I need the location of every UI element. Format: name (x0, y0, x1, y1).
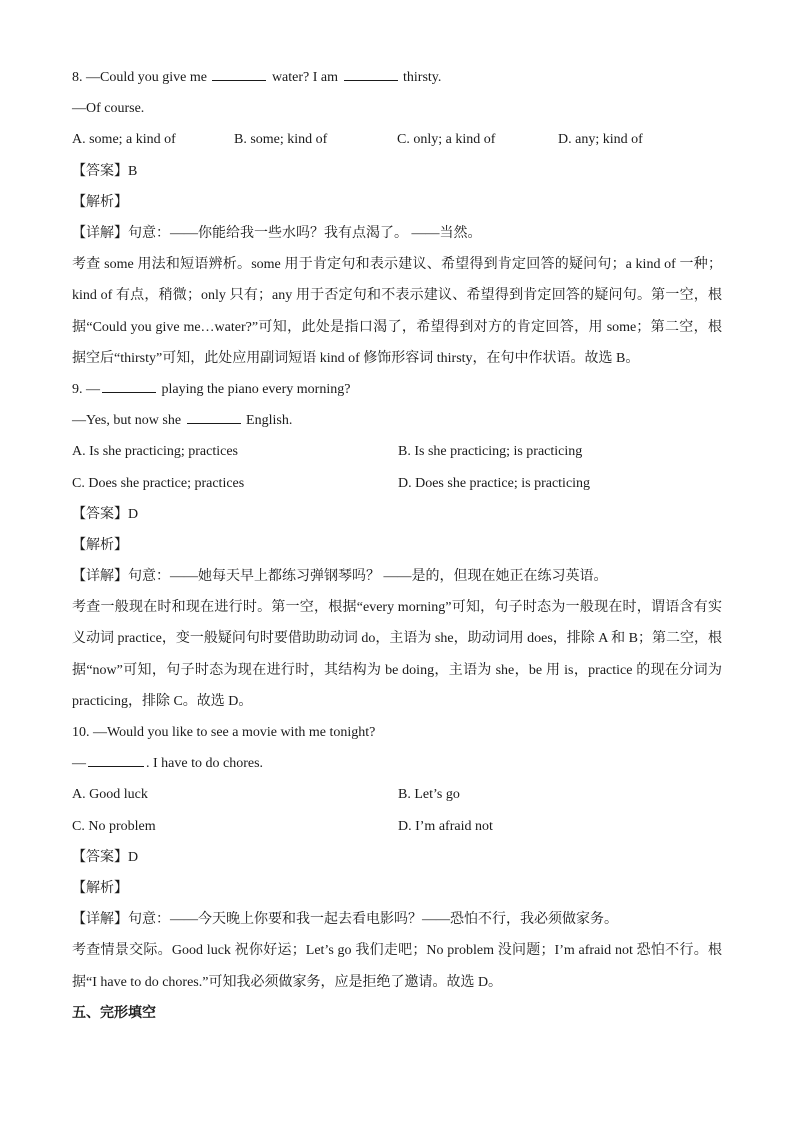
detail-translation: 【详解】句意：——她每天早上都练习弹钢琴吗？ ——是的，但现在她正在练习英语。 (72, 569, 608, 585)
option-a: A. Good luck (72, 787, 148, 803)
answer-blank (187, 411, 241, 424)
analysis-label: 【解析】 (72, 881, 128, 896)
question-10-reply (72, 748, 722, 779)
question-10-options-row-2 (72, 811, 722, 842)
explanation-text: 考查一般现在时和现在进行时。第一空，根据“every morning”可知，句子时态为一般现在时，谓语含有实义动词 practice，变一般疑问句时要借助助动词 do，主语为 she，助动词用 does，排除 A 和 B；第二空，根据“now”可知，句子时态为现在进行时，其结构为 be doing，主语为 she，be 用 is，practice 的现在分词为 practicing，排除 C。故选 D。 (72, 600, 722, 709)
document-page (72, 62, 722, 1029)
answer-label: 【答案】D (72, 506, 139, 522)
option-c: C. Does she practice; practices (72, 475, 245, 491)
detail-translation: 【详解】句意：——你能给我一些水吗？我有点渴了。 ——当然。 (72, 225, 482, 241)
question-8-options (72, 124, 722, 155)
question-text: —Yes, but now she (72, 413, 182, 429)
question-10-stem: 10. —Would you like to see a movie with me tonight? (72, 725, 376, 741)
question-text: English. (246, 413, 293, 429)
question-text: thirsty. (403, 70, 442, 85)
question-9-reply (72, 405, 722, 436)
question-text: 9. — (72, 381, 100, 397)
option-c: C. No problem (72, 818, 156, 834)
section-title: 五、完形填空 (72, 1004, 156, 1021)
option-d: D. any; kind of (558, 132, 643, 148)
option-b: B. some; kind of (234, 132, 328, 148)
option-d: D. I’m afraid not (398, 818, 493, 834)
detail-translation: 【详解】句意：——今天晚上你要和我一起去看电影吗？——恐怕不行，我必须做家务。 (72, 912, 618, 928)
explanation-text: 考查 some 用法和短语辨析。some 用于肯定句和表示建议、希望得到肯定回答的疑问句；a kind of 一种；kind of 有点，稍微；only 只有；any 用于否定句和不表示建议、希望得到肯定回答的疑问句。第一空，根据“Could you give me…water?”可知，此处是指口渴了，希望得到对方的肯定回答，用 some；第二空，根据空后“thirsty”可知，此处应用副词短语 kind of 修饰形容词 thirsty，在句中作状语。故选 B。 (72, 257, 722, 366)
answer-blank (102, 380, 156, 393)
explanation-text: 考查情景交际。Good luck 祝你好运；Let’s go 我们走吧；No problem 没问题；I’m afraid not 恐怕不行。根据“I have to do chores.”可知我必须做家务，应是拒绝了邀请。故选 D。 (72, 943, 722, 990)
option-b: B. Is she practicing; is practicing (398, 444, 583, 460)
question-9-options-row-2 (72, 468, 722, 499)
answer-blank (212, 68, 266, 81)
question-8-reply: —Of course. (72, 101, 145, 117)
question-text: — (72, 756, 86, 772)
question-9-options-row-1 (72, 436, 722, 467)
question-text: 8. —Could you give me (72, 70, 207, 85)
analysis-label: 【解析】 (72, 537, 128, 553)
question-9-stem (72, 374, 722, 405)
question-8-stem (72, 62, 722, 93)
question-text: water? I am (271, 70, 339, 85)
question-10-options-row-1 (72, 779, 722, 810)
option-b: B. Let’s go (398, 787, 460, 803)
option-a: A. Is she practicing; practices (72, 444, 238, 460)
answer-blank (344, 68, 398, 81)
option-d: D. Does she practice; is practicing (398, 475, 591, 491)
answer-label: 【答案】B (72, 163, 138, 179)
question-text: playing the piano every morning? (161, 381, 351, 397)
question-text: . I have to do chores. (146, 756, 264, 772)
option-a: A. some; a kind of (72, 132, 176, 148)
answer-blank (88, 754, 144, 767)
option-c: C. only; a kind of (397, 132, 496, 148)
analysis-label: 【解析】 (72, 194, 128, 210)
answer-label: 【答案】D (72, 849, 139, 865)
